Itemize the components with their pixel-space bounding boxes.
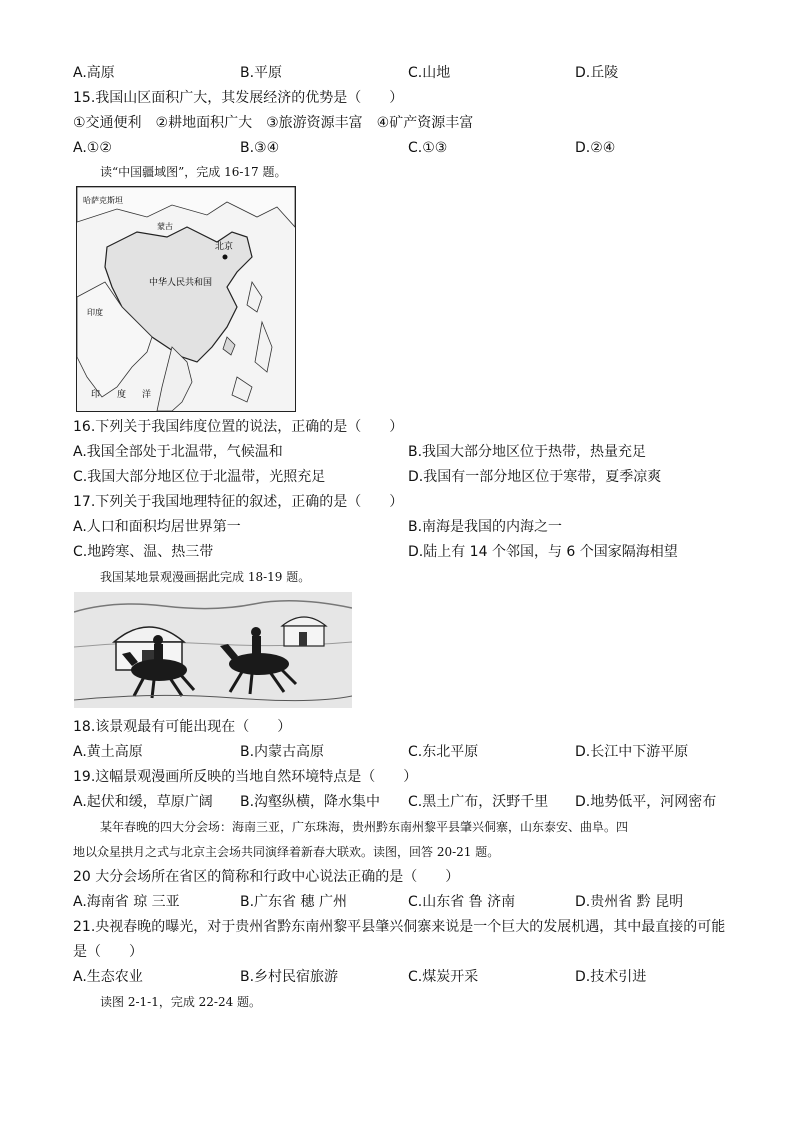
q16-option-d: D.我国有一部分地区位于寒带，夏季凉爽: [408, 469, 662, 485]
beijing-marker-icon: [223, 255, 228, 260]
q17-option-d: D.陆上有 14 个邻国，与 6 个国家隔海相望: [408, 544, 678, 560]
q21-stem-line1: 21.央视春晚的曝光，对于贵州省黔东南州黎平县肇兴侗寨来说是一个巨大的发展机遇，其中最直接的可能: [73, 919, 726, 935]
q14-option-c: C.山地: [408, 65, 451, 81]
map-label-bottom-left: 印: [91, 390, 101, 400]
map-label-beijing: 北京: [215, 242, 234, 252]
q15-stem: 15.我国山区面积广大，其发展经济的优势是（ ）: [73, 90, 404, 106]
q17-option-c: C.地跨寒、温、热三带: [73, 544, 214, 560]
q18-stem: 18.该景观最有可能出现在（ ）: [73, 719, 292, 735]
q19-option-c: C.黑土广布，沃野千里: [408, 794, 549, 810]
map-drawing: [77, 187, 295, 411]
q15-option-a: A.①②: [73, 140, 112, 156]
q21-option-c: C.煤炭开采: [408, 969, 479, 985]
q18-option-b: B.内蒙古高原: [240, 744, 325, 760]
map-label-mongolia: 蒙古: [157, 222, 173, 231]
q21-option-a: A.生态农业: [73, 969, 143, 985]
q17-option-a: A.人口和面积均居世界第一: [73, 519, 241, 535]
china-territory-map: [76, 186, 296, 412]
q19-option-a: A.起伏和缓，草原广阔: [73, 794, 213, 810]
q14-option-d: D.丘陵: [575, 65, 619, 81]
note-18-19: 我国某地景观漫画据此完成 18-19 题。: [100, 570, 311, 584]
q15-statements: ①交通便利 ②耕地面积广大 ③旅游资源丰富 ④矿产资源丰富: [73, 115, 474, 131]
q20-option-d: D.贵州省 黔 昆明: [575, 894, 684, 910]
note-20-21-line2: 地以众星拱月之式与北京主会场共同演绎着新春大联欢。读图，回答 20-21 题。: [73, 845, 500, 859]
q14-option-b: B.平原: [240, 65, 283, 81]
map-label-top-left: 哈萨克斯坦: [83, 196, 123, 205]
map-label-country: 中华人民共和国: [149, 278, 213, 288]
q20-option-a: A.海南省 琼 三亚: [73, 894, 180, 910]
q17-option-b: B.南海是我国的内海之一: [408, 519, 563, 535]
q16-option-a: A.我国全部处于北温带，气候温和: [73, 444, 283, 460]
q19-stem: 19.这幅景观漫画所反映的当地自然环境特点是（ ）: [73, 769, 418, 785]
q18-option-d: D.长江中下游平原: [575, 744, 689, 760]
note-16-17: 读“中国疆域图”，完成 16-17 题。: [100, 165, 287, 179]
grassland-landscape-cartoon: [74, 592, 352, 708]
q18-option-a: A.黄土高原: [73, 744, 143, 760]
q20-option-b: B.广东省 穗 广州: [240, 894, 347, 910]
q15-option-d: D.②④: [575, 140, 616, 156]
q16-option-b: B.我国大部分地区位于热带，热量充足: [408, 444, 647, 460]
q18-option-c: C.东北平原: [408, 744, 479, 760]
note-22-24: 读图 2-1-1，完成 22-24 题。: [100, 995, 262, 1009]
q19-option-d: D.地势低平，河网密布: [575, 794, 717, 810]
q17-stem: 17.下列关于我国地理特征的叙述，正确的是（ ）: [73, 494, 404, 510]
q21-option-d: D.技术引进: [575, 969, 647, 985]
cartoon-drawing: [74, 592, 352, 708]
note-20-21-line1: 某年春晚的四大分会场：海南三亚，广东珠海，贵州黔东南州黎平县肇兴侗寨，山东泰安、曲阜。四: [100, 820, 629, 834]
q15-option-b: B.③④: [240, 140, 280, 156]
q21-option-b: B.乡村民宿旅游: [240, 969, 339, 985]
q20-stem: 20 大分会场所在省区的简称和行政中心说法正确的是（ ）: [73, 869, 460, 885]
map-label-bottom-mid: 度: [117, 390, 127, 400]
q20-option-c: C.山东省 鲁 济南: [408, 894, 516, 910]
q16-stem: 16.下列关于我国纬度位置的说法，正确的是（ ）: [73, 419, 404, 435]
q16-option-c: C.我国大部分地区位于北温带，光照充足: [73, 469, 326, 485]
yurt-icon: [282, 617, 326, 646]
q14-option-a: A.高原: [73, 65, 115, 81]
map-label-bottom-right: 洋: [142, 390, 152, 400]
q21-stem-line2: 是（ ）: [73, 944, 143, 960]
q19-option-b: B.沟壑纵横，降水集中: [240, 794, 381, 810]
q15-option-c: C.①③: [408, 140, 448, 156]
map-label-india-left: 印度: [87, 308, 103, 317]
